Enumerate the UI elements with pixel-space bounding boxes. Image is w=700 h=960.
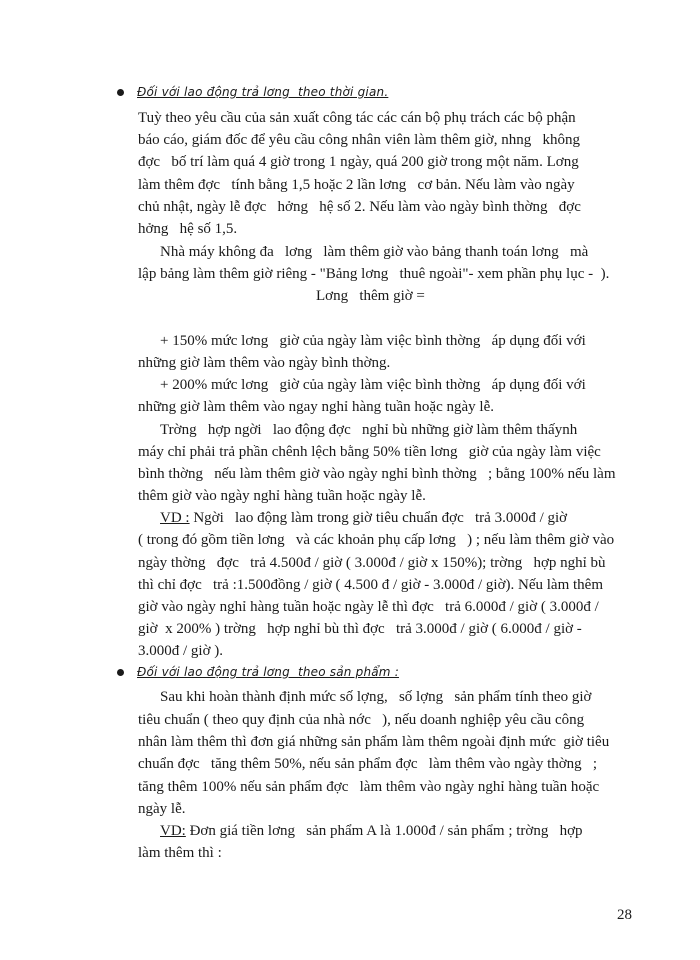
text-line: lập bảng làm thêm giờ riêng - "Bảng lơng thuê ngoài"- xem phần phụ lục - ). — [138, 266, 610, 282]
page-number: 28 — [617, 907, 632, 923]
text-line: chuẩn đợc tăng thêm 50%, nếu sản phẩm đợc làm thêm vào ngày thờng ; — [138, 756, 598, 772]
text-line: thêm giờ vào ngày nghỉ hàng tuần hoặc ngày lễ. — [138, 488, 426, 504]
text-line: máy chỉ phải trả phần chênh lệch bằng 50% tiền lơng giờ của ngày làm việc — [138, 444, 601, 460]
text-line: ( trong đó gồm tiền lơng và các khoản phụ cấp lơng ) ; nếu làm thêm giờ vào — [138, 532, 615, 548]
text-line: ngày lễ. — [138, 801, 186, 817]
text-line: + 150% mức lơng giờ của ngày làm việc bình thờng áp dụng đối với — [160, 333, 586, 349]
formula-line: Lơng thêm giờ = — [316, 288, 425, 304]
text-line: làm thêm đợc tính bằng 1,5 hoặc 2 lần lơng cơ bản. Nếu làm vào ngày — [138, 177, 575, 193]
text-line: Tuỳ theo yêu cầu của sản xuất công tác các cán bộ phụ trách các bộ phận — [138, 110, 576, 126]
text-line: báo cáo, giám đốc để yêu cầu công nhân viên làm thêm giờ, nhng không — [138, 132, 580, 148]
text-line: Trờng hợp ngời lao động đợc nghỉ bù những giờ làm thêm thấynh — [160, 422, 578, 438]
text-line: tiêu chuẩn ( theo quy định của nhà nớc ), nếu doanh nghiệp yêu cầu công — [138, 712, 585, 728]
text-line: thì chỉ đợc trả :1.500đồng / giờ ( 4.500 đ / giờ - 3.000đ / giờ). Nếu làm thêm — [138, 577, 603, 593]
text-line: Nhà máy không đa lơng làm thêm giờ vào bảng thanh toán lơng mà — [160, 244, 589, 260]
text-line: giờ vào ngày nghỉ hàng tuần hoặc ngày lễ thì đợc trả 6.000đ / giờ ( 3.000đ / — [138, 599, 599, 615]
text-line: 3.000đ / giờ ). — [138, 643, 224, 659]
bullet-icon — [117, 89, 124, 96]
example-line: VD: Đơn giá tiền lơng sản phẩm A là 1.000đ / sản phẩm ; trờng hợp — [160, 823, 583, 839]
section-heading-time-based: Đối với lao động trả lơng theo thời gian. — [137, 85, 389, 99]
text-line: Sau khi hoàn thành định mức số lợng, số lợng sản phẩm tính theo giờ — [160, 689, 592, 705]
bullet-icon — [117, 669, 124, 676]
text-line: đợc bố trí làm quá 4 giờ trong 1 ngày, quá 200 giờ trong một năm. Lơng — [138, 154, 579, 170]
text-line: tăng thêm 100% nếu sản phẩm đợc làm thêm vào ngày nghỉ hàng tuần hoặc — [138, 779, 600, 795]
text-line: nhân làm thêm thì đơn giá những sản phẩm làm thêm ngoài định mức giờ tiêu — [138, 734, 610, 750]
example-label: VD: — [160, 823, 186, 839]
text-line: những giờ làm thêm vào ngay nghỉ hàng tuần hoặc ngày lễ. — [138, 399, 494, 415]
text-line: những giờ làm thêm vào ngày bình thờng. — [138, 355, 391, 371]
text-line: chủ nhật, ngày lễ đợc hởng hệ số 2. Nếu làm vào ngày bình thờng đợc — [138, 199, 581, 215]
text-line: ngày thờng đợc trả 4.500đ / giờ ( 3.000đ / giờ x 150%); trờng hợp nghỉ bù — [138, 555, 606, 571]
example-line: VD : Ngời lao động làm trong giờ tiêu chuẩn đợc trả 3.000đ / giờ — [160, 510, 568, 526]
section-heading-product-based: Đối với lao động trả lơng theo sản phẩm : — [137, 665, 399, 679]
text-line: giờ x 200% ) trờng hợp nghỉ bù thì đợc trả 3.000đ / giờ ( 6.000đ / giờ - — [138, 621, 582, 637]
text-line: làm thêm thì : — [138, 845, 222, 861]
text-line: hởng hệ số 1,5. — [138, 221, 238, 237]
example-label: VD : — [160, 510, 190, 526]
text-line: + 200% mức lơng giờ của ngày làm việc bình thờng áp dụng đối với — [160, 377, 586, 393]
text-line: bình thờng nếu làm thêm giờ vào ngày nghỉ bình thờng ; bằng 100% nếu làm — [138, 466, 616, 482]
